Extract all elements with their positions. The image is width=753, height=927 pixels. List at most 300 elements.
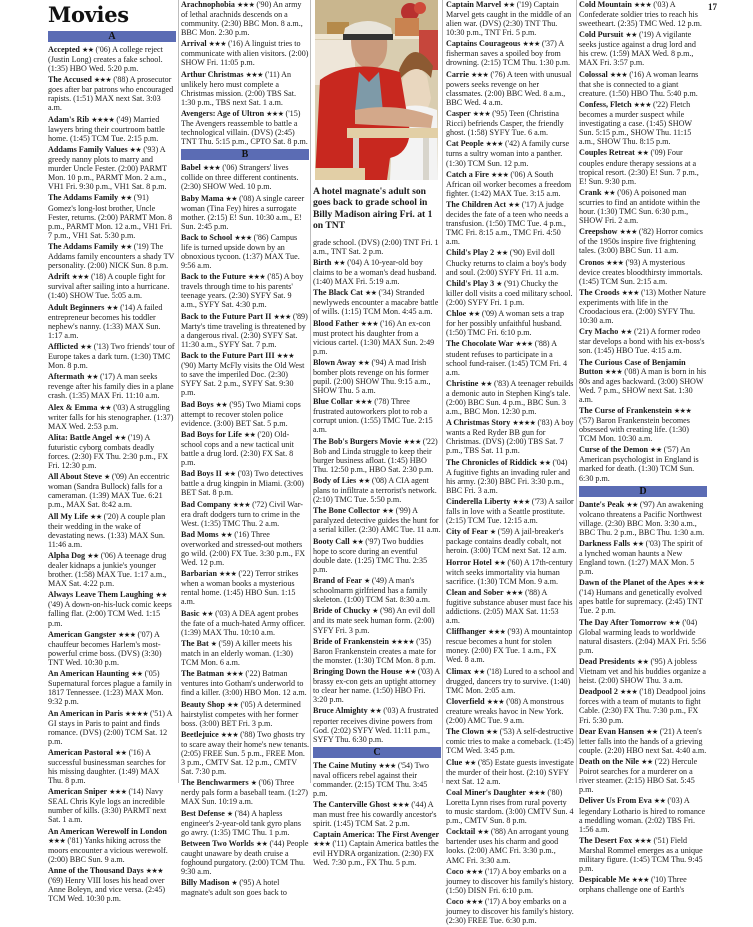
movie-title: Bruce Almighty [313, 706, 368, 716]
star-rating: ★★★★ [91, 115, 115, 124]
star-rating: ★★ [464, 758, 476, 767]
movie-title: The Bone Collector [313, 506, 380, 516]
movie-title: Back to the Future Part III [181, 351, 275, 361]
movie-title: Darkness Falls [579, 538, 631, 548]
movie-title: Crank [579, 187, 602, 197]
movie-listing [446, 279, 574, 307]
movie-description: ('03) A brassy ex-con gets an uptight attorney to clear her name. (1:50) HBO Fri. 3:20 p.m. [313, 667, 440, 705]
movie-listing [48, 512, 176, 549]
movie-description: ('93) A mysterious device creates bloodthirsty immortals. (1:45) TCM Sun. 2:15 a.m. [579, 257, 703, 286]
movie-listing [181, 669, 309, 697]
movie-description: ('84) A hapless engineer's 2-year-old tank gyro plans go awry. (1:35) TMC Thu. 1 p.m. [181, 808, 301, 837]
movie-listing [313, 637, 441, 665]
movie-description: ('73) A sailor falls in love with a Seattle prostitute. (2:15) TCM Tue. 12:15 a.m. [446, 496, 574, 526]
star-rating: ★★ [650, 446, 662, 455]
listing-column-5 [579, 0, 707, 896]
star-rating: ★★ [87, 552, 99, 561]
listing-column-3 [313, 0, 441, 870]
movie-title: Cry Macho [579, 327, 619, 337]
star-rating: ★★★ [118, 630, 136, 639]
movie-title: Death on the Nile [579, 757, 640, 767]
star-rating: ★★★ [354, 398, 373, 407]
movie-description: ('08) A man is born in his 80s and ages backward. (3:00) SHOW Wed. 7 p.m., SHOW next Sat. 1:30 a.m. [579, 366, 707, 404]
movie-title: The Bat [181, 638, 209, 648]
movie-listing [446, 109, 574, 137]
movie-description: ('18) Deadpool joins forces with a team of mutants to fight Cable. (2:30) FX Thu. 7:30 p.m., FX Fri. 5:30 p.m. [579, 687, 706, 725]
movie-title: Accepted [48, 45, 80, 54]
movie-description: grade school. (DVS) (2:00) TNT Fri. 1 a.m., TNT Sat. 2 p.m. [313, 237, 439, 256]
movie-listing [446, 200, 574, 246]
movie-title: The Chronicles of Riddick [446, 457, 537, 467]
movie-description: ('06) Strangers' lives collide on three different continents. (2:30) SHOW Wed. 10 p.m. [181, 163, 299, 192]
star-rating: ★★ [120, 242, 132, 251]
movie-listing [579, 358, 707, 404]
star-rating: ★★ [129, 146, 142, 155]
star-rating: ★★★ [403, 437, 421, 446]
movie-listing [446, 458, 574, 495]
star-rating: ★★★ [266, 110, 284, 119]
movie-title: Bride of Frankenstein [313, 636, 389, 646]
star-rating: ★★★ [472, 110, 491, 119]
star-rating: ★★★ [604, 367, 623, 376]
movie-description: ('88) A student refuses to participate in a school fund-raiser. (1:45) TCM Fri. 4 a.m. [446, 339, 568, 377]
movie-title: Coco [446, 897, 464, 907]
movie-description: ('22) Hercule Poirot searches for a murderer on a river steamer. (2:15) HBO Sat. 5:45 p.m. [579, 757, 698, 795]
movie-title: Carrie [446, 69, 469, 79]
movie-description: ('03) A struggling writer falls for his stenographer. (1:37) MAX Wed. 2:53 p.m. [48, 402, 174, 431]
movie-listing [579, 406, 707, 443]
movie-description: ('82) Horror comics of the 1950s inspire five frightening tales. (3:00) BBC Sun. 11 a.m. [579, 227, 703, 256]
movie-title: Dear Evan Hansen [579, 726, 645, 736]
star-rating: ★ [210, 639, 217, 648]
movie-title: Deadpool 2 [579, 687, 618, 697]
movie-description: ('90) Evil doll Chucky returns to claim a boy's body and soul. (2:00) SYFY Fri. 11 a.m. [446, 248, 567, 277]
movie-description: ('16) An ex-con must protect his daughter from a vicious cartel. (1:30) MAX Sun. 2:49 p.m. [313, 318, 435, 356]
movie-listing [48, 75, 176, 112]
movie-description: ('16) A successful businessman searches for his missing daughter. (1:49) MAX Thu. 8 p.m. [48, 747, 166, 786]
movie-description: ('11) An unlikely hero must complete a Christmas mission. (2:00) TBS Sat. 1:30 p.m., TBS next Sat. 1 a.m. [181, 69, 296, 107]
star-rating: ★★ [468, 310, 480, 319]
movie-listing [579, 657, 707, 685]
star-rating: ★ [364, 577, 370, 586]
star-rating: ★★ [120, 194, 132, 203]
movie-title: City of Fear [446, 527, 488, 537]
movie-description: ('88) A fugitive substance abuser must face his addictions. (2:05) MAX Sat. 11:53 a.m. [446, 587, 573, 626]
movie-title: Creepshow [579, 227, 618, 237]
movie-title: American Gangster [48, 629, 117, 639]
movie-description: ('19) The Addams family encounters a shady TV personality. (2:00) NICK Sun. 8 p.m. [48, 241, 175, 270]
movie-listing [446, 0, 574, 37]
movie-title: Clue [446, 757, 463, 767]
movie-description: ('18) A couple fight for survival after sailing into a hurricane. (1:40) SHOW Tue. 5:05 a.m. [48, 272, 170, 301]
movie-title: Clean and Sober [446, 587, 504, 597]
movie-listing [313, 576, 441, 604]
movie-description: ('03) A frustrated reporter receives divine powers from God. (2:02) SYFY Wed. 11:11 p.m., SYFY Thu. 6:30 p.m. [313, 706, 439, 744]
movie-description: ('99) A paralyzed detective guides the hunt for a serial killer. (2:30) AMC Tue. 11 a.m. [313, 506, 441, 535]
column-divider [442, 0, 443, 783]
star-rating: ★★ [632, 539, 644, 548]
movie-description: ('37) A fisherman saves a spoiled boy from drowning. (2:15) TCM Thu. 1:30 p.m. [446, 39, 571, 68]
movie-listing [579, 578, 707, 615]
movie-title: The Batman [181, 669, 224, 679]
movie-title: Blown Away [313, 357, 356, 367]
movie-description: ('59) A killer meets his match in an elderly woman. (1:30) TCM Mon. 6 a.m. [181, 638, 293, 668]
movie-listing [579, 288, 707, 325]
movie-listing [579, 148, 707, 185]
star-rating: ★★ [477, 828, 489, 837]
star-rating: ★★ [486, 728, 498, 737]
movie-listing [48, 787, 176, 824]
movie-listing [579, 30, 707, 67]
star-rating: ★★★ [522, 40, 540, 49]
movie-description: ('15) The Avengers reassemble to battle a technological villain. (DVS) (2:45) TNT Thu. 5:15 p.m., CPTO Sat. 8 p.m. [181, 109, 308, 147]
movie-listing [48, 145, 176, 191]
movie-listing [313, 706, 441, 743]
movie-title: Alpha Dog [48, 551, 86, 561]
movie-description: ('19) Captain Marvel gets caught in the middle of an alien war. (DVS) (2:30) TNT Thu. 10:30 p.m., TNT Fri. 5 p.m. [446, 0, 572, 38]
star-rating: ★★★ [631, 876, 649, 885]
star-rating: ★★ [223, 470, 236, 479]
movie-description: ('05) A determined hairstylist competes with her former boss. (3:00) BET Fri. 3 p.m. [181, 699, 301, 728]
movie-description: ('16) Three overworked and stressed-out mothers go wild. (2:00) FX Tue. 3:30 p.m., FX Wed. 12 p.m. [181, 529, 306, 568]
star-rating: ★★★★ [391, 637, 415, 646]
movie-description: ('59) A jail-breaker's package contains deadly cobalt, not heroin. (3:00) TCM next Sat. 12 a.m. [446, 527, 567, 556]
movie-listing [181, 878, 309, 897]
movie-title: Bad Boys for Life [181, 429, 242, 439]
movie-title: Coal Miner's Daughter [446, 788, 527, 798]
star-rating: ★★★★ [512, 419, 536, 428]
movie-title: All About Steve [48, 472, 102, 482]
star-rating: ★★ [358, 477, 370, 486]
movie-title: An American Werewolf in London [48, 826, 167, 836]
movie-title: Body of Lies [313, 476, 357, 486]
star-rating: ★★ [382, 507, 394, 516]
movie-listing [446, 897, 574, 925]
movie-title: Chloe [446, 309, 467, 319]
movie-description: ('03) Two detectives battle a drug kingpin in Miami. (3:00) BET Sat. 8 p.m. [181, 469, 304, 498]
movie-listing [48, 303, 176, 340]
movie-description: ('06) A college reject (Justin Long) creates a fake school. (1:35) HBO Wed. 5:20 p.m. [48, 45, 163, 74]
movie-listing [181, 0, 309, 37]
movie-listing [313, 830, 441, 867]
movie-listing [48, 342, 176, 370]
movie-title: Despicable Me [579, 875, 630, 885]
star-rating: ★★★ [634, 836, 652, 845]
movie-listing [181, 233, 309, 270]
movie-title: Basic [181, 608, 200, 618]
movie-title: Cinderella Liberty [446, 496, 511, 506]
listing-column-2 [181, 0, 309, 900]
movie-listing [48, 433, 176, 470]
star-rating: ★★★ [93, 76, 112, 85]
movie-title: Best Defense [181, 808, 225, 818]
movie-title: Coco [446, 866, 464, 876]
movie-description: ('80) Loretta Lynn rises from rural poverty to music stardom. (3:00) CMTV Sun. 4 p.m., CMTV Sun. 8 p.m. [446, 788, 574, 826]
movie-listing [313, 397, 441, 434]
movie-description: ('17) A judge decides the fate of a teen who needs a transfusion. (1:50) TMC Tue. 4 p.m., TMC Fri. 8:15 a.m., TMC Fri. 4:50 a.m. [446, 200, 569, 247]
movie-title: Bad Company [181, 499, 231, 509]
movie-description: ('14) Navy SEAL Chris Kyle logs an incredible number of kills. (3:30) PARMT next Sat. 1 a.m. [48, 787, 167, 825]
movie-description: ('57) Baron Frankenstein becomes obsessed with creating life. (1:30) TCM Mon. 10:30 a.m. [579, 416, 690, 444]
movie-title: Adrift [48, 272, 70, 282]
movie-description: ('88) An arrogant young bartender uses his charm and good looks. (2:00) AMC Fri. 3:30 p.m., AMC Fri. 3:30 a.m. [446, 827, 569, 865]
star-rating: ★★ [480, 379, 492, 388]
movie-listing [181, 569, 309, 606]
star-rating: ★★★ [276, 352, 294, 361]
movie-description: ('98) An evil doll and its mate seek human form. (2:00) SYFY Fri. 3 p.m. [313, 606, 436, 635]
movie-listing [446, 170, 574, 198]
movie-description: ('17) A boy embarks on a journey to discover his family's history. (1:50) DISN Fri. 6:10 p.m. [446, 866, 574, 895]
movie-description: ('03) A legendary Lothario is hired to romance a meddling woman. (2:02) TBS Fri. 1:56 a.m. [579, 796, 706, 834]
star-rating: ★★★ [619, 228, 637, 237]
section-header-c: C [313, 747, 441, 758]
movie-listing [313, 288, 441, 316]
star-rating: ★★★ [470, 70, 489, 79]
movie-description: ('44) People caught unaware by death cruise a foghound purgatory. (2:00) TCM Thu. 9:30 a.m. [181, 839, 309, 877]
movie-title: Always Leave Them Laughing [48, 590, 154, 600]
movie-description: ('08) A single career woman (Tina Fey) hires a surrogate mother. (2:15) E! Sun. 10:30 a.m., E! Sun. 2:45 p.m. [181, 193, 305, 231]
movie-title: The Chocolate War [446, 339, 514, 349]
movie-title: Babel [181, 163, 201, 173]
movie-title: Aftermath [48, 372, 85, 382]
movie-listing [313, 437, 441, 474]
movie-listing [181, 500, 309, 528]
star-rating: ★ [489, 528, 496, 537]
movie-description: ('22) Batman ventures into Gotham's underworld to find a killer. (3:00) HBO Mon. 12 a.m. [181, 669, 307, 698]
movie-title: The Children Act [446, 200, 507, 210]
movie-listing [446, 697, 574, 725]
movie-listing [48, 709, 176, 746]
movie-title: Blue Collar [313, 397, 353, 407]
movie-title: Child's Play 2 [446, 248, 495, 258]
movie-description: ('88) Two ghosts try to scare away their home's new tenants. (2:05) FREE Sun. 5 p.m., FREE Mon. 3 p.m., CMTV Sat. 12 p.m., CMTV Sat. 7:30 p.m. [181, 729, 309, 777]
movie-listing [579, 227, 707, 255]
star-rating: ★★★ [208, 40, 226, 49]
star-rating: ★★★ [465, 867, 483, 876]
movie-listing [48, 827, 176, 864]
movie-listing [181, 400, 309, 428]
movie-listing [579, 500, 707, 537]
movie-description: ('89) Marty's time traveling is threatened by a dangerous rival. (2:30) SYFY Sat. 11:30 a.m., SYFY Sat. 7 p.m. [181, 311, 308, 349]
star-rating: ★★★ [273, 312, 291, 321]
movie-description: ('18) Lured to a school and drugged, dancers try to survive. (1:40) TMC Mon. 2:05 a.m. [446, 666, 574, 695]
movie-description: ('19) A futuristic cyborg combats deadly forces. (2:30) FX Thu. 2:30 p.m., FX Fri. 12:30 p.m. [48, 432, 169, 471]
star-rating: ★★★ [633, 1, 652, 9]
movie-listing [48, 372, 176, 400]
movie-description: ('06) Three nerdy pals form a baseball team. (1:27) MAX Sun. 10:19 a.m. [181, 778, 308, 807]
movie-description: ('97) Two buddies hope to score during an eventful double date. (1:25) TMC Thu. 2:35 p.m. [313, 536, 428, 574]
movie-description: ('53) A self-destructive comic tries to make a comeback. (1:45) TCM Wed. 3:45 p.m. [446, 727, 574, 756]
movie-title: Bad Boys II [181, 469, 222, 479]
movie-listing [579, 727, 707, 755]
movie-description: ('14) Humans and genetically evolved apes battle for supremacy. (2:45) TNT Tue. 2 p.m. [579, 588, 703, 616]
movie-description: ('94) A mad Irish bomber plots revenge on his former pupil. (2:00) SHOW Thu. 9:15 a.m., SHOW Thu. 5 a.m. [313, 357, 431, 396]
movie-listing [579, 258, 707, 286]
movie-listing [48, 272, 176, 300]
star-rating: ★★ [255, 840, 268, 849]
movie-title: Casper [446, 109, 471, 119]
star-rating: ★★★ [202, 164, 221, 173]
movie-description: ('11) Captain America battles the evil HYDRA organization. (2:30) FX Wed. 7:30 p.m., FX Thu. 5 p.m. [313, 839, 439, 868]
movie-description: ('08) A monstrous creature wreaks havoc in New York. (2:00) AMC Tue. 9 a.m. [446, 697, 564, 726]
star-rating: ★★★ [360, 319, 378, 328]
movie-description: ('95) Two Miami cops attempt to recover stolen police evidence. (3:00) BET Sat. 5 p.m. [181, 399, 301, 428]
movie-title: Dead Presidents [579, 657, 635, 667]
movie-listing [313, 537, 441, 574]
movie-description: ('20) Old-school cops and a new tactical unit battle a drug lord. (2:30) FX Sat. 8 p.m. [181, 429, 294, 467]
movie-description: ('72) Civil War-era draft dodgers turn to crime in the West. (1:35) TMC Thu. 2 a.m. [181, 499, 303, 528]
movie-listing [579, 539, 707, 576]
star-rating: ★★ [225, 194, 238, 203]
movie-title: Back to the Future Part II [181, 311, 272, 321]
movie-listing [181, 194, 309, 231]
movie-description: ('21) A former rodeo star develops a bond with his ex-boss's son. (1:45) HBO Tue. 4:15 a.m. [579, 327, 705, 356]
movie-description: ('13) Two friends' tour of Europe takes a dark turn. (1:30) TMC Mon. 8 p.m. [48, 341, 175, 370]
movie-description: ('10) Three orphans challenge one of Earth's [579, 875, 687, 895]
movie-listing [446, 527, 574, 555]
movie-listing [48, 866, 176, 903]
star-rating: ★★ [90, 512, 102, 521]
star-rating: ★★★ [673, 406, 692, 415]
movie-description: ('16) A woman learns that she is connected to a giant creature. (1:50) HBO Thu. 5:40 p.m. [579, 69, 699, 98]
movie-listing [48, 193, 176, 239]
movie-title: Dawn of the Planet of the Apes [579, 578, 686, 588]
movie-description: ('09) An eccentric woman (Sandra Bullock) falls for a cameraman. (1:39) MAX Tue. 6:21 p.m., MAX Sat. 8:42 a.m. [48, 472, 170, 510]
star-rating: ★★ [668, 618, 681, 627]
movie-listing [579, 836, 707, 873]
movie-listing [48, 115, 176, 143]
movie-title: Cocktail [446, 827, 476, 837]
listing-column-4 [446, 0, 574, 927]
star-rating: ★★★ [619, 688, 638, 697]
movie-title: Couples Retreat [579, 148, 635, 158]
movie-listing [446, 627, 574, 664]
star-rating: ★★ [243, 430, 256, 439]
movie-description: ('49) A down-on-his-luck comic keeps falling flat. (2:00) TCM Wed. 1:15 p.m. [48, 600, 172, 628]
movie-title: Booty Call [313, 536, 350, 546]
star-rating: ★★ [508, 201, 520, 210]
star-rating: ★★★ [606, 258, 624, 267]
movie-title: Horror Hotel [446, 557, 492, 567]
star-rating: ★★ [496, 249, 508, 258]
movie-listing [579, 687, 707, 724]
movie-description: ('85) A boy travels through time to his parents' teenage years. (2:30) SYFY Sat. 9 a.m., SYFY Sat. 4:30 p.m. [181, 272, 304, 310]
movie-description: ('07) A chauffeur becomes Harlem's most-powerful crime boss. (DVS) (3:30) TNT Wed. 10:30 p.m. [48, 629, 162, 667]
movie-listing [446, 558, 574, 586]
star-rating: ★★ [538, 458, 551, 467]
star-rating: ★★★ [109, 788, 127, 797]
star-rating: ★★★ [621, 288, 639, 297]
movie-listing [313, 606, 441, 634]
star-rating: ★★★ [313, 840, 331, 849]
movie-listing [446, 379, 574, 416]
star-rating: ★★ [503, 1, 515, 9]
movie-description: ('16) A linguist tries to communicate with alien visitors. (2:00) SHOW Fri. 11:05 p.m. [181, 39, 309, 68]
movie-description: ('83) A teenager rebuilds a demonic auto in Stephen King's tale. (2:00) BBC Sun. 4 p.m., BBC Sun. 3 a.m., BBC Mon. 12:30 p.m. [446, 378, 574, 416]
star-rating: ★★★ [247, 273, 266, 282]
movie-listing [446, 827, 574, 864]
movie-title: Arachnophobia [181, 0, 235, 9]
movie-title: Cliffhanger [446, 627, 487, 637]
movie-description: ('08) A CIA agent plans to infiltrate a terrorist's network. (2:10) TMC Tue. 5:50 p.m. [313, 476, 437, 505]
star-rating: ★★★ [237, 1, 255, 9]
star-rating: ★★★ [687, 579, 705, 588]
movie-description: ('69) Henry VIII loses his head over Anne Boleyn, and vice versa. (2:45) TCM Wed. 10:30 p.m. [48, 876, 166, 904]
movie-title: Captain Marvel [446, 0, 502, 9]
movie-listing [48, 403, 176, 431]
star-rating: ★★★ [234, 233, 252, 242]
movie-title: Captain America: The First Avenger [313, 830, 440, 840]
star-rating: ★★★ [71, 273, 89, 282]
star-rating: ★★ [201, 609, 214, 618]
star-rating: ★★ [351, 537, 364, 546]
photo-caption: A hotel magnate's adult son goes back to grade school in Billy Madison airing Fri. at 1 on TNT [313, 186, 433, 232]
movie-title: The Croods [579, 287, 620, 297]
movie-description: ('95) A jobless Vietnam vet and his buddies organize a heist. (2:00) SHOW Thu. 3 a.m. [579, 657, 707, 686]
movie-description: ('20) A couple plan their wedding in the wake of devastating news. (1:33) MAX Sun. 11:46 a.m. [48, 511, 166, 549]
movie-description: ('22) Terror strikes when a woman books a mysterious rental home. (1:45) HBO Sun. 1:15 a.m. [181, 569, 299, 607]
star-rating: ★ [226, 809, 233, 818]
movie-title: Addams Family Values [48, 145, 128, 155]
star-rating: ★★ [333, 258, 346, 267]
movie-listing [579, 875, 707, 894]
movie-title: Barbarian [181, 569, 217, 579]
movie-title: Cold Pursuit [579, 30, 624, 40]
star-rating: ★★ [493, 558, 506, 567]
movie-title: Cloverfield [446, 697, 485, 707]
movie-description: ('57) An American psychologist in England is marked for death. (1:30) TCM Sun. 6:30 p.m. [579, 445, 699, 483]
movie-description: ('35) Baron Frankenstein creates a mate for the monster. (1:30) TCM Mon. 8 p.m. [313, 636, 436, 665]
movie-description: ('51) Field Marshal Rommel emerges as a unique military figure. (1:45) TCM Thu. 9:45 p.m. [579, 835, 703, 873]
movie-title: The Caine Mutiny [313, 760, 377, 770]
star-rating: ★★★ [491, 170, 509, 179]
movie-description: ('06) A South African oil worker becomes a freedom fighter. (1:42) MAX Tue. 3:15 a.m. [446, 169, 572, 198]
star-rating: ★★ [114, 433, 126, 442]
movie-description: ('14) A failed entrepreneur becomes his toddler nephew's nanny. (1:33) MAX Sun. 1:17 a.m. [48, 302, 163, 340]
star-rating: ★★ [636, 149, 649, 158]
movie-listing [48, 242, 176, 270]
movie-title: Birth [313, 257, 332, 267]
movie-listing [313, 761, 441, 798]
movie-title: The Accused [48, 75, 92, 85]
star-rating: ★★ [603, 188, 616, 197]
movie-title: Child's Play 3 [446, 278, 495, 288]
movie-description: ('09) Four couples endure therapy sessions at a tropical resort. (2:30) E! Sun. 7 p.m., E! Sun. 9:30 p.m. [579, 148, 699, 186]
movie-description: ('05) Supernatural forces plague a family in 1817 Tennessee. (1:23) MAX Mon. 9:32 p.m. [48, 669, 172, 707]
movie-title: Catch a Fire [446, 169, 490, 179]
movie-title: The Desert Fox [579, 835, 633, 845]
movie-listing [48, 590, 176, 627]
star-rating: ★★ [81, 46, 94, 54]
movie-title: Arthur Christmas [181, 69, 244, 79]
movie-listing [446, 727, 574, 755]
movie-listing [181, 109, 309, 146]
star-rating: ★★★ [488, 628, 506, 637]
movie-description: ('76) A teen with unusual powers seeks revenge on her classmates. (2:00) BBC Wed. 8 a.m., BBC Wed. 4 a.m. [446, 69, 572, 107]
movie-listing [446, 867, 574, 895]
movie-description: ('34) Stranded newlyweds encounter a macabre battle of wills. (1:15) TCM Mon. 4:45 a.m. [313, 288, 439, 317]
movie-listing [446, 139, 574, 167]
movie-description: ('88) A prosecutor goes after bar patrons who encouraged rapists. (1:51) MAX next Sat. 3:03 a.m. [48, 75, 174, 113]
movie-title: The Canterville Ghost [313, 800, 390, 810]
movie-listing [446, 339, 574, 376]
movie-listing [313, 667, 441, 704]
movie-title: Anne of the Thousand Days [48, 866, 144, 876]
movie-description: ('06) A poisoned man scurries to find an antidote within the hour. (1:30) TMC Sun. 6:30 p.m., SHOW Fri. 2 a.m. [579, 187, 700, 225]
movie-title: Bringing Down the House [313, 667, 403, 677]
movie-description: ('22) Bob and Linda struggle to keep their burger business afloat. (1:45) HBO Thu. 12:50 p.m., HBO Sat. 2:30 p.m. [313, 436, 438, 474]
movie-listing [181, 469, 309, 497]
